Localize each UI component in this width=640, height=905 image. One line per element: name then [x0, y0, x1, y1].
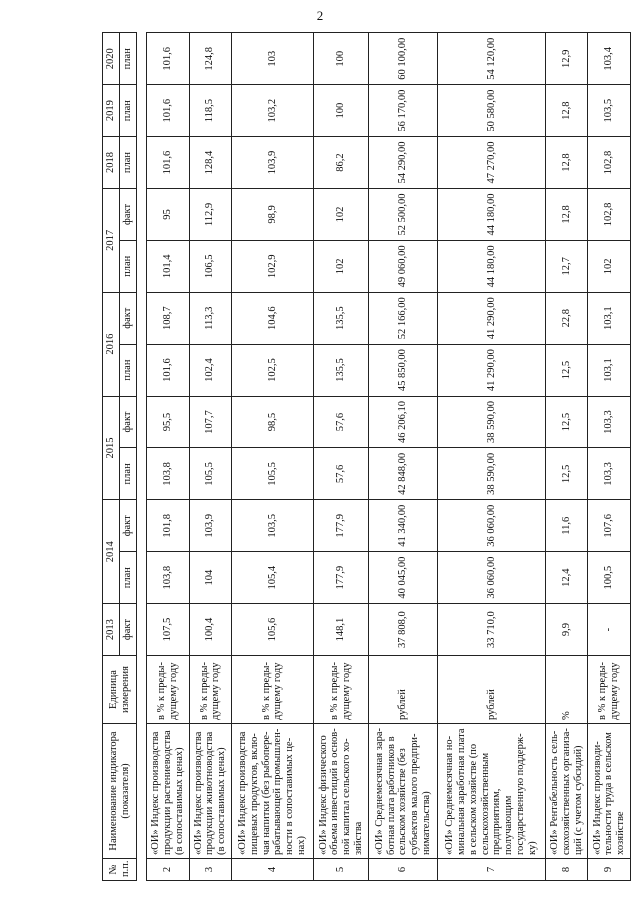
separator-cell	[137, 500, 147, 552]
header-subcolumn: план	[120, 33, 137, 85]
value-cell: 103,2	[232, 85, 314, 137]
value-cell: 103,8	[147, 448, 190, 500]
value-cell: 40 045,00	[369, 552, 438, 604]
table-row	[588, 33, 631, 881]
value-cell: 103	[232, 33, 314, 85]
value-cell: 177,9	[313, 552, 369, 604]
value-cell: 102,8	[588, 137, 631, 189]
table-row	[147, 33, 190, 881]
value-cell: 95	[147, 188, 190, 240]
value-cell: 12,7	[545, 240, 588, 292]
value-cell: 101,6	[147, 137, 190, 189]
row-number: 9	[588, 859, 631, 881]
value-cell: 103,3	[588, 396, 631, 448]
value-cell: 42 848,00	[369, 448, 438, 500]
value-cell: 113,3	[189, 292, 232, 344]
value-cell: 11,6	[545, 500, 588, 552]
value-cell: 105,4	[232, 552, 314, 604]
separator-cell	[137, 85, 147, 137]
separator-cell	[137, 604, 147, 656]
value-cell: 50 580,00	[438, 85, 546, 137]
separator-cell	[137, 859, 147, 881]
value-cell: 102	[313, 188, 369, 240]
value-cell: 100	[313, 85, 369, 137]
value-cell: 103,8	[147, 552, 190, 604]
value-cell: 108,7	[147, 292, 190, 344]
unit-cell: в % к преды-дущему году	[147, 656, 190, 724]
value-cell: 104,6	[232, 292, 314, 344]
value-cell: 107,6	[588, 500, 631, 552]
header-subcolumn: факт	[120, 500, 137, 552]
header-year: 2017	[103, 188, 120, 292]
value-cell: 103,9	[232, 137, 314, 189]
value-cell: 98,5	[232, 396, 314, 448]
value-cell: 12,9	[545, 33, 588, 85]
value-cell: 124,8	[189, 33, 232, 85]
value-cell: 101,8	[147, 500, 190, 552]
header-indicator-name: Наименование индикатора (показателя)	[103, 724, 137, 859]
indicator-name: «ОИ» Индекс физического объема инвестиций в основ-ной капитал сельского хо-зяйства	[313, 724, 369, 859]
value-cell: 107,5	[147, 604, 190, 656]
value-cell: 86,2	[313, 137, 369, 189]
value-cell: 118,5	[189, 85, 232, 137]
value-cell: 41 340,00	[369, 500, 438, 552]
value-cell: 57,6	[313, 396, 369, 448]
value-cell: 33 710,0	[438, 604, 546, 656]
header-subcolumn: план	[120, 137, 137, 189]
indicator-name: «ОИ» Индекс производи-тельности труда в сельском хозяйстве	[588, 724, 631, 859]
value-cell: 12,8	[545, 85, 588, 137]
separator-cell	[137, 240, 147, 292]
value-cell: 60 100,00	[369, 33, 438, 85]
rotated-table-container	[102, 33, 631, 881]
value-cell: 9,9	[545, 604, 588, 656]
separator-cell	[137, 656, 147, 724]
unit-cell: в % к преды-дущему году	[189, 656, 232, 724]
value-cell: 38 590,00	[438, 448, 546, 500]
unit-cell: рублей	[438, 656, 546, 724]
value-cell: 47 270,00	[438, 137, 546, 189]
unit-cell: в % к преды-дущему году	[313, 656, 369, 724]
value-cell: 112,9	[189, 188, 232, 240]
header-subcolumn: факт	[120, 292, 137, 344]
value-cell: 107,7	[189, 396, 232, 448]
indicator-name: «ОИ» Среднемесячная но-минальная заработная плата в сельском хозяйстве (по сельскохозяйственным предприятиям, получающим государственную поддерж-ку)	[438, 724, 546, 859]
value-cell: 102	[588, 240, 631, 292]
unit-cell: рублей	[369, 656, 438, 724]
unit-cell: в % к преды-дущему году	[588, 656, 631, 724]
value-cell: 135,5	[313, 292, 369, 344]
value-cell: 100,4	[189, 604, 232, 656]
value-cell: 36 060,00	[438, 552, 546, 604]
row-number: 3	[189, 859, 232, 881]
value-cell: 101,6	[147, 85, 190, 137]
header-year: 2019	[103, 85, 120, 137]
value-cell: 103,1	[588, 344, 631, 396]
unit-cell: в % к преды-дущему году	[232, 656, 314, 724]
value-cell: 100,5	[588, 552, 631, 604]
value-cell: 46 206,10	[369, 396, 438, 448]
value-cell: 38 590,00	[438, 396, 546, 448]
table-row	[438, 33, 546, 881]
value-cell: 12,5	[545, 448, 588, 500]
value-cell: 57,6	[313, 448, 369, 500]
value-cell: 148,1	[313, 604, 369, 656]
value-cell: 52 166,00	[369, 292, 438, 344]
value-cell: 102	[313, 240, 369, 292]
separator-cell	[137, 552, 147, 604]
value-cell: 12,5	[545, 344, 588, 396]
header-year: 2018	[103, 137, 120, 189]
value-cell: 100	[313, 33, 369, 85]
header-unit: Единица измерения	[103, 656, 137, 724]
table-row	[313, 33, 369, 881]
value-cell: 103,4	[588, 33, 631, 85]
header-subcolumn: план	[120, 344, 137, 396]
indicator-name: «ОИ» Индекс производства пищевых продуктов, вклю-чая напитки (без рыбопере-рабатывающей промышлен-ности в сопоставимых це-нах)	[232, 724, 314, 859]
table-row	[189, 33, 232, 881]
value-cell: 105,5	[189, 448, 232, 500]
value-cell: 56 170,00	[369, 85, 438, 137]
value-cell: 102,8	[588, 188, 631, 240]
row-number: 7	[438, 859, 546, 881]
separator-cell	[137, 724, 147, 859]
indicator-name: «ОИ» Индекс производства продукции животноводства (в сопоставимых ценах)	[189, 724, 232, 859]
value-cell: 54 290,00	[369, 137, 438, 189]
value-cell: 45 850,00	[369, 344, 438, 396]
row-number: 6	[369, 859, 438, 881]
value-cell: 105,5	[232, 448, 314, 500]
header-subcolumn: факт	[120, 396, 137, 448]
value-cell: 103,9	[189, 500, 232, 552]
separator-cell	[137, 396, 147, 448]
value-cell: 41 290,00	[438, 292, 546, 344]
value-cell: 103,5	[232, 500, 314, 552]
value-cell: 41 290,00	[438, 344, 546, 396]
value-cell: -	[588, 604, 631, 656]
unit-cell: %	[545, 656, 588, 724]
header-subcolumn: факт	[120, 604, 137, 656]
value-cell: 104	[189, 552, 232, 604]
separator-cell	[137, 344, 147, 396]
value-cell: 98,9	[232, 188, 314, 240]
indicator-name: «ОИ» Среднемесячная зара-ботная плата работников в сельском хозяйстве (без субъектов малого предпри-нимательства)	[369, 724, 438, 859]
value-cell: 44 180,00	[438, 188, 546, 240]
value-cell: 101,4	[147, 240, 190, 292]
row-number: 2	[147, 859, 190, 881]
header-year: 2016	[103, 292, 120, 396]
value-cell: 12,8	[545, 137, 588, 189]
header-num: № п.п.	[103, 859, 137, 881]
value-cell: 12,4	[545, 552, 588, 604]
separator-cell	[137, 33, 147, 85]
value-cell: 128,4	[189, 137, 232, 189]
table-row	[232, 33, 314, 881]
header-year: 2014	[103, 500, 120, 604]
table-header-years	[103, 33, 120, 881]
indicator-name: «ОИ» Индекс производства продукции растениеводства (в сопоставимых ценах)	[147, 724, 190, 859]
separator-cell	[137, 188, 147, 240]
value-cell: 95,5	[147, 396, 190, 448]
page-number: 2	[316, 8, 324, 23]
value-cell: 36 060,00	[438, 500, 546, 552]
separator-cell	[137, 448, 147, 500]
value-cell: 52 500,00	[369, 188, 438, 240]
separator-row	[137, 33, 147, 881]
value-cell: 103,3	[588, 448, 631, 500]
value-cell: 102,5	[232, 344, 314, 396]
value-cell: 177,9	[313, 500, 369, 552]
separator-cell	[137, 137, 147, 189]
header-subcolumn: план	[120, 240, 137, 292]
value-cell: 101,6	[147, 344, 190, 396]
value-cell: 103,5	[588, 85, 631, 137]
row-number: 5	[313, 859, 369, 881]
table-row	[369, 33, 438, 881]
header-year: 2015	[103, 396, 120, 500]
header-subcolumn: план	[120, 448, 137, 500]
header-subcolumn: план	[120, 552, 137, 604]
value-cell: 44 180,00	[438, 240, 546, 292]
value-cell: 37 808,0	[369, 604, 438, 656]
header-subcolumn: факт	[120, 188, 137, 240]
value-cell: 12,5	[545, 396, 588, 448]
header-subcolumn: план	[120, 85, 137, 137]
row-number: 4	[232, 859, 314, 881]
indicators-table	[102, 32, 631, 881]
value-cell: 106,5	[189, 240, 232, 292]
value-cell: 102,9	[232, 240, 314, 292]
header-year: 2013	[103, 604, 120, 656]
value-cell: 103,1	[588, 292, 631, 344]
table-row	[545, 33, 588, 881]
header-year: 2020	[103, 33, 120, 85]
value-cell: 49 060,00	[369, 240, 438, 292]
value-cell: 105,6	[232, 604, 314, 656]
value-cell: 102,4	[189, 344, 232, 396]
value-cell: 101,6	[147, 33, 190, 85]
value-cell: 135,5	[313, 344, 369, 396]
value-cell: 22,8	[545, 292, 588, 344]
separator-cell	[137, 292, 147, 344]
row-number: 8	[545, 859, 588, 881]
indicator-name: «ОИ» Рентабельность сель-скохозяйственных организа-ций (с учетом субсидий)	[545, 724, 588, 859]
value-cell: 54 120,00	[438, 33, 546, 85]
value-cell: 12,8	[545, 188, 588, 240]
